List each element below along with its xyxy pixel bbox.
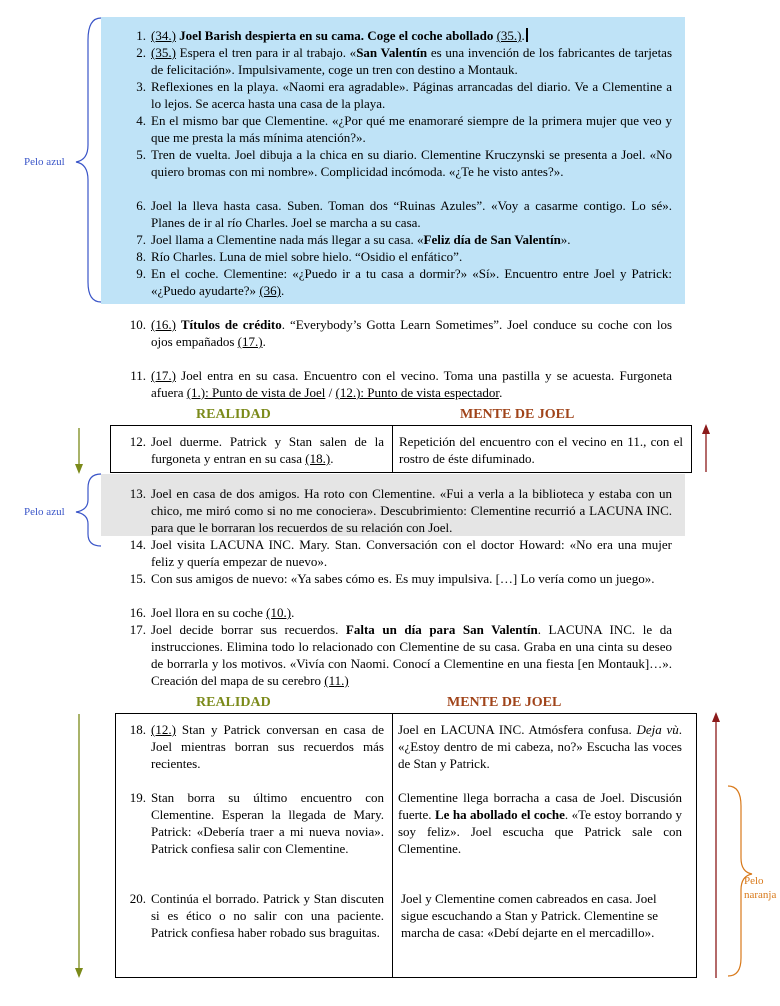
- list-item-15: 15. Con sus amigos de nuevo: «Ya sabes cómo es. Es muy impulsiva. […] Lo vería como un juego».: [129, 571, 655, 586]
- header-realidad-1: REALIDAD: [196, 407, 271, 422]
- list-item-9: 9. En el coche. Clementine: «¿Puedo ir a tu casa a dormir?» «Sí». Encuentro entre Joel y Patrick: «¿Puedo ayudarte?» (36).: [136, 266, 672, 298]
- list-item-8: 8. Río Charles. Luna de miel sobre hielo. “Osidio el enfático”.: [136, 249, 463, 264]
- header-realidad-2: REALIDAD: [196, 695, 271, 710]
- list-item-6: 6. Joel la lleva hasta casa. Suben. Toman dos “Ruinas Azules”. «Voy a casarme contigo. Lo sé». Planes de ir al río Charles. Joel se marcha a su casa.: [136, 198, 672, 230]
- list-item-1: 1. (34.) Joel Barish despierta en su cama. Coge el coche abollado (35.).: [120, 27, 672, 44]
- text-cursor: [526, 28, 528, 42]
- table-1-row-12-left: 12. Joel duerme. Patrick y Stan salen de la furgoneta y entran en su casa (18.).: [129, 434, 384, 466]
- blue-brace-2: [76, 474, 101, 546]
- label-pelo-naranja: Pelo naranja: [744, 875, 777, 901]
- list-item-4: 4. En el mismo bar que Clementine. «¿Por qué me enamoraré siempre de la primera mujer que veo y que me presta la más mínima atención?».: [136, 113, 673, 145]
- table-2-row-18-right: Joel en LACUNA INC. Atmósfera confusa. Deja vù. «¿Estoy dentro de mi cabeza, no?» Escucha las voces de Stan y Patrick.: [398, 722, 682, 771]
- header-mente-2: MENTE DE JOEL: [447, 695, 562, 710]
- list-item-3: 3. Reflexiones en la playa. «Naomi era agradable». Páginas arrancadas del diario. Ve a Clementine a lo lejos. Se acerca hasta una casa de la playa.: [136, 79, 672, 111]
- olive-arrow-2-head: [75, 968, 83, 978]
- list-item-16: 16. Joel llora en su coche (10.).: [129, 605, 295, 620]
- blue-brace-1: [76, 18, 101, 302]
- list-item-7: 7. Joel llama a Clementine nada más llegar a su casa. «Feliz día de San Valentín».: [136, 232, 571, 247]
- olive-arrow-1-head: [75, 464, 83, 474]
- red-arrow-2-head: [712, 712, 720, 722]
- table-2-row-20-right: Joel y Clementine comen cabreados en casa. Joel sigue escuchando a Stan y Patrick. Clementine se marcha de casa: «Debí dejarte en el mercadillo».: [401, 891, 659, 940]
- list-item-5: 5. Tren de vuelta. Joel dibuja a la chica en su diario. Clementine Kruczynski se presenta a Joel. «No quiero bromas con mi nombre». Complicidad incómoda. «¿Te he visto antes?».: [136, 147, 672, 179]
- table-2-row-19-left: 19. Stan borra su último encuentro con Clementine. Esperan la llegada de Mary. Patrick: «Debería traer a mi nueva novia». Patrick confiesa salir con Clementine.: [129, 790, 384, 856]
- table-2-row-18-left: 18. (12.) Stan y Patrick conversan en casa de Joel mientras borran sus recuerdos más recientes.: [129, 722, 384, 771]
- label-pelo-azul-1: Pelo azul: [24, 156, 65, 168]
- list-item-14: 14. Joel visita LACUNA INC. Mary. Stan. Conversación con el doctor Howard: «No era una mujer feliz y quería empezar de nuevo».: [129, 537, 672, 569]
- header-mente-1: MENTE DE JOEL: [460, 407, 575, 422]
- table-2-row-19-right: Clementine llega borracha a casa de Joel. Discusión fuerte. Le ha abollado el coche. «Te estoy borrando y soy feliz». Joel escucha que Patrick sale con Clementine.: [398, 790, 682, 856]
- list-item-2: 2. (35.) Espera el tren para ir al trabajo. «San Valentín es una invención de los fabricantes de tarjetas de felicitación». Impulsivamente, coge un tren con destino a Montauk.: [136, 45, 673, 77]
- label-pelo-azul-2: Pelo azul: [24, 506, 65, 518]
- table-2-row-20-left: 20. Continúa el borrado. Patrick y Stan discuten si es ético o no salir con una paciente. Patrick confiesa haber robado sus braguitas.: [129, 891, 384, 940]
- red-arrow-1-head: [702, 424, 710, 434]
- table-1-row-12-right: Repetición del encuentro con el vecino en 11., con el rostro de éste difuminado.: [399, 434, 683, 466]
- list-item-17: 17. Joel decide borrar sus recuerdos. Falta un día para San Valentín. LACUNA INC. le da instrucciones. Elimina todo lo relacionado con Clementine de su casa. Graba en una cinta su deseo de borrarla y los motivos. «Vivía con Naomi. Conocí a Clementine en una fiesta [en Montauk]…». Creación del mapa de su cerebro (11.): [129, 622, 672, 688]
- list-item-11: 11. (17.) Joel entra en su casa. Encuentro con el vecino. Toma una pastilla y se acuesta. Furgoneta afuera (1.): Punto de vista de Joel / (12.): Punto de vista espectador.: [130, 368, 672, 400]
- list-item-13: 13. Joel en casa de dos amigos. Ha roto con Clementine. «Fui a verla a la biblioteca y estaba con un chico, me miró como si no me conociera». Descubrimiento: Clementine recurrió a LACUNA INC. para que le borraran los recuerdos de su relación con Joel.: [129, 486, 672, 535]
- list-item-10: 10. (16.) Títulos de crédito. “Everybody’s Gotta Learn Sometimes”. Joel conduce su coche con los ojos empañados (17.).: [129, 317, 673, 349]
